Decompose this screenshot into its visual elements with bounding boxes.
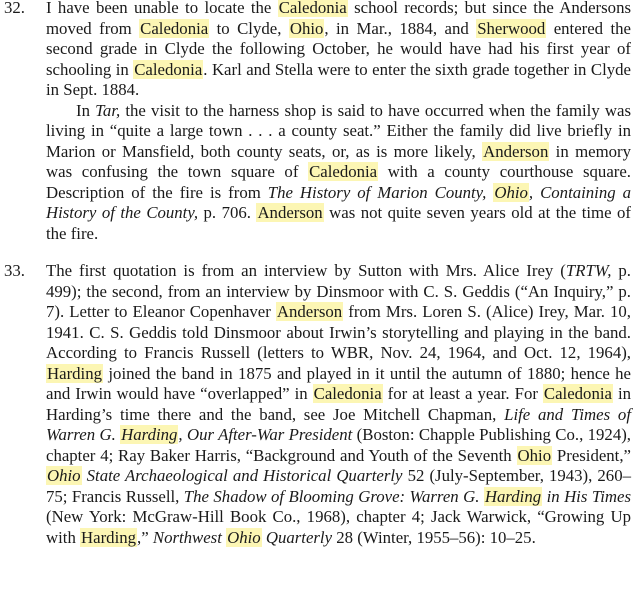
italic-text: State Archaeological and Historical Quarterly xyxy=(81,466,403,485)
highlighted-term: Anderson xyxy=(257,203,323,222)
footnote-body xyxy=(46,261,631,548)
text-run: In xyxy=(76,100,96,120)
footnote-32 xyxy=(0,0,631,244)
text-run: 52 (July-September, 1943), 260–75; Francis Russell, xyxy=(46,466,631,506)
text-run: p. 499); the second, from an interview by Dinsmoor with C. S. Geddis (“An Inquiry,” p. 7). Letter to Eleanor Copenhaver xyxy=(46,261,631,321)
italic-text: The Shadow of Blooming Grove: Warren G. xyxy=(183,486,484,506)
text-run: for at least a year. For xyxy=(382,384,543,403)
text-run: entered the second grade in Clyde the following October, he would have had his first year of schooling in xyxy=(46,18,632,79)
text-run: The first quotation is from an interview by Sutton with Mrs. Alice Irey ( xyxy=(46,261,566,280)
italic-text: Quarterly xyxy=(261,527,333,547)
highlighted-term: Harding xyxy=(81,527,137,547)
footnote-paragraph xyxy=(46,0,631,101)
text-run: from Mrs. Loren S. (Alice) Irey, Mar. 10, 1941. C. S. Geddis told Dinsmoor about Irwin’s storytelling and playing in the band. According to Francis Russell (letters to WBR, Nov. 24, 1964, and Oct. 12, 1964), xyxy=(46,302,632,362)
italic-text: Northwest xyxy=(152,527,222,547)
text-run: 28 (Winter, 1955–56): 10–25. xyxy=(332,527,536,547)
text-run: ,” xyxy=(137,527,153,547)
italic-text: , Our After-War President xyxy=(178,425,353,444)
text-run: (Boston: Chapple Publishing Co., 1924), chapter 4; Ray Baker Harris, “Background and Youth of the Seventh xyxy=(46,425,631,465)
italic-text: Tar, xyxy=(95,100,121,120)
italic-text: in His Times xyxy=(542,486,631,506)
italic-text: , Containing a History of the County, xyxy=(46,182,631,222)
footnote-paragraph xyxy=(46,101,631,245)
text-run: , in Mar., 1884, and xyxy=(324,18,477,38)
text-run: joined the band in 1875 and played in it until the autumn of 1880; hence he and Irwin would have “overlapped” in xyxy=(46,363,631,403)
text-run: was not quite seven years old at the time of the fire. xyxy=(46,203,631,243)
italic-text: TRTW, xyxy=(565,261,612,280)
highlighted-term: Harding xyxy=(47,363,102,383)
text-run: I have been unable to locate the xyxy=(46,0,278,17)
highlighted-term: Anderson xyxy=(276,302,343,321)
text-run: school records; but since the Andersons moved from xyxy=(46,0,631,38)
highlighted-term: Ohio xyxy=(289,18,324,38)
highlighted-term: Harding xyxy=(121,425,178,444)
text-run: . Karl and Stella were to enter the sixth grade together in Clyde in Sept. 1884. xyxy=(46,59,631,99)
footnote-33 xyxy=(0,261,631,548)
italic-text: Life and Times of Warren G. xyxy=(46,404,631,444)
highlighted-term: Harding xyxy=(484,486,542,506)
text-run: p. 706. xyxy=(198,203,257,222)
highlighted-term: Caledonia xyxy=(309,162,378,181)
text-run: the visit to the harness shop is said to have occurred when the family was living in “quite a large town . . . a county seat.” Either the family did live briefly in Marion or Mansfield, both county seats, or, as is more likely, xyxy=(46,100,631,161)
footnote-number: 32. xyxy=(4,0,25,17)
highlighted-term: Caledonia xyxy=(543,384,612,403)
italic-text: The History of Marion County, xyxy=(267,182,494,202)
footnote-body xyxy=(46,0,631,244)
highlighted-term: Ohio xyxy=(227,527,261,547)
footnote-number: 33. xyxy=(4,261,25,280)
text-run: in memory was confusing the town square of xyxy=(46,141,631,181)
text-run: with a county courthouse square. Description of the fire is from xyxy=(46,162,631,202)
highlighted-term: Caledonia xyxy=(278,0,347,17)
highlighted-term: Caledonia xyxy=(140,18,209,38)
text-run: President,” xyxy=(552,445,631,465)
footnote-paragraph xyxy=(46,261,631,548)
highlighted-term: Ohio xyxy=(517,445,552,465)
highlighted-term: Caledonia xyxy=(134,59,203,79)
highlighted-term: Anderson xyxy=(483,141,549,161)
highlighted-term: Ohio xyxy=(47,466,81,485)
highlighted-term: Ohio xyxy=(494,182,528,202)
text-run: to Clyde, xyxy=(209,18,289,38)
highlighted-term: Sherwood xyxy=(477,18,546,38)
text-run: (New York: McGraw-Hill Book Co., 1968), chapter 4; Jack Warwick, “Growing Up with xyxy=(46,507,631,547)
highlighted-term: Caledonia xyxy=(313,384,382,403)
text-run: in Harding’s time there and the band, see Joe Mitchell Chapman, xyxy=(46,384,631,424)
